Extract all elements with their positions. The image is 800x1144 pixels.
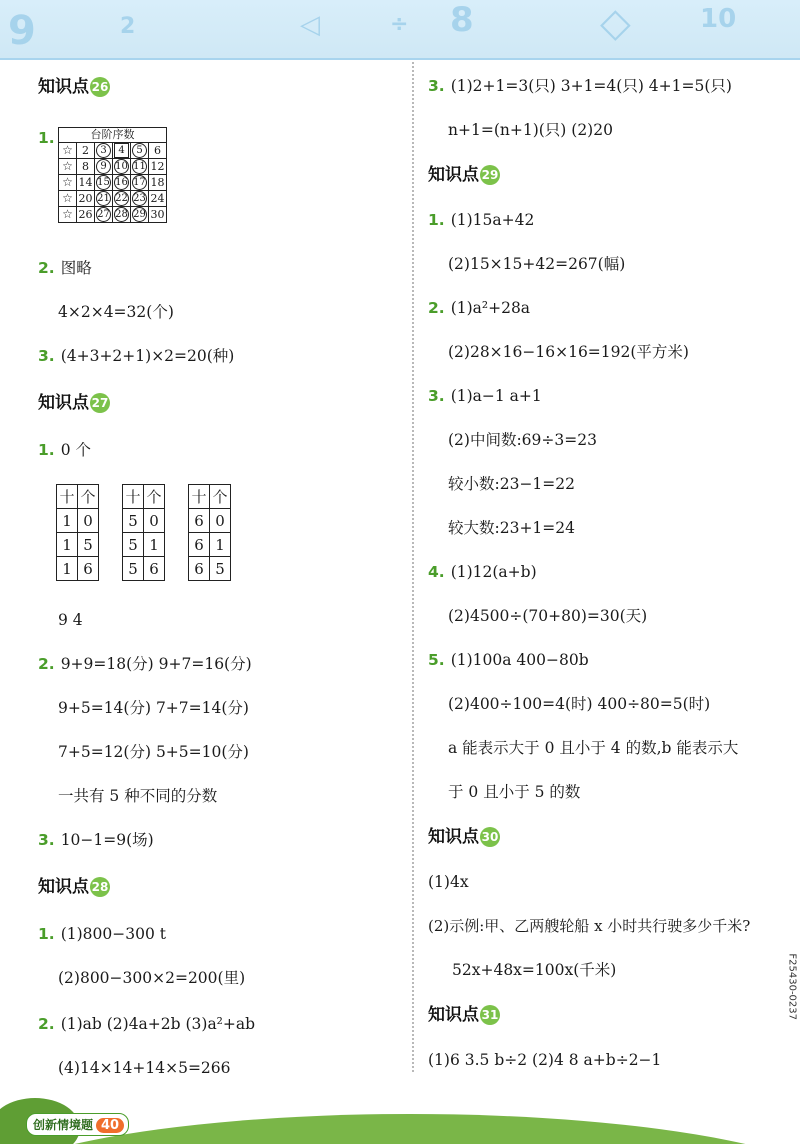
grid-cell (131, 159, 149, 175)
grid-cell (131, 175, 149, 191)
table-cell: 1 (57, 509, 78, 533)
place-value-table-2 (122, 484, 165, 581)
answer-text: (4+3+2+1)×2=20(种) (60, 347, 235, 365)
table-cell: 6 (189, 509, 210, 533)
section-badge: 27 (90, 393, 110, 413)
question-number: 3. (428, 77, 445, 95)
grid-cell (59, 159, 77, 175)
answer-text: (2)示例:甲、乙两艘轮船 x 小时共行驶多少千米? (428, 917, 751, 935)
answer-text: 一共有 5 种不同的分数 (58, 787, 218, 805)
grid-cell (59, 143, 77, 159)
grid-cell: 2 (77, 143, 95, 159)
table-cell: 1 (57, 533, 78, 557)
q27-1 (38, 440, 91, 460)
print-code: F25430-0237 (787, 953, 798, 1020)
section-label: 知识点 (38, 393, 89, 413)
answer-text: 0 个 (60, 441, 91, 459)
section-heading-31 (428, 1004, 500, 1026)
answer-text: a 能表示大于 0 且小于 4 的数,b 能表示大 (448, 739, 739, 757)
table-cell: 6 (189, 557, 210, 581)
table-cell: 6 (189, 533, 210, 557)
column-divider (412, 62, 414, 1072)
place-value-table-1 (56, 484, 99, 581)
grid-cell: 12 (150, 159, 165, 173)
answer-text: (2)400÷100=4(时) 400÷80=5(时) (448, 695, 711, 713)
circled-number: 23 (133, 193, 146, 204)
grid-cell (59, 191, 77, 207)
header-cell: 十 (189, 485, 210, 509)
grid-cell (113, 175, 131, 191)
brand-text: 创新情境题 (33, 1118, 94, 1132)
answer-text: 于 0 且小于 5 的数 (448, 783, 581, 801)
question-number: 1. (38, 441, 55, 459)
table-cell: 5 (123, 533, 144, 557)
grid-cell (113, 159, 131, 175)
decor-triangle-icon: ◁ (300, 10, 320, 40)
section-heading-27 (38, 392, 110, 414)
place-value-table-3 (188, 484, 231, 581)
answer-text: 52x+48x=100x(千米) (452, 961, 617, 979)
section-label: 知识点 (428, 827, 479, 847)
section-heading-30 (428, 826, 500, 848)
circled-number: 28 (115, 209, 128, 220)
grid-cell: 8 (77, 159, 95, 175)
grid-cell (131, 207, 149, 223)
q29-1 (428, 210, 534, 230)
answer-text: (1)a−1 a+1 (450, 387, 542, 405)
q26-3 (38, 346, 234, 366)
answer-text: (2)中间数:69÷3=23 (448, 431, 597, 449)
answer-text: 10−1=9(场) (60, 831, 154, 849)
question-number: 3. (38, 831, 55, 849)
grid-cell: 26 (78, 207, 93, 221)
grid-cell: 14 (78, 175, 93, 189)
question-number: 1. (428, 211, 445, 229)
decor-10: 10 (700, 4, 737, 34)
question-number: 2. (38, 655, 55, 673)
section-badge: 30 (480, 827, 500, 847)
answer-text: (1)ab (2)4a+2b (3)a²+ab (60, 1015, 256, 1033)
section-heading-28 (38, 876, 110, 898)
answer-text: (1)12(a+b) (450, 563, 537, 581)
decor-diamond-icon: ◇ (600, 0, 631, 46)
grid-cell (59, 175, 77, 191)
grid-cell (95, 143, 113, 159)
answer-text: 7+5=12(分) 5+5=10(分) (58, 743, 249, 761)
section-badge: 26 (90, 77, 110, 97)
grid-cell: 30 (150, 207, 165, 221)
star-icon: ☆ (62, 191, 73, 205)
circled-number: 11 (133, 161, 146, 172)
footer-hill (0, 1084, 800, 1144)
q29-3 (428, 386, 542, 406)
question-number: 2. (38, 1015, 55, 1033)
q28-2 (38, 1014, 255, 1034)
answer-text: (2)28×16−16×16=192(平方米) (448, 343, 689, 361)
q29-5 (428, 650, 589, 670)
brand-label (26, 1113, 129, 1136)
triangled-number: 4 (114, 143, 129, 158)
answer-text: 较大数:23+1=24 (448, 519, 576, 537)
grid-cell (95, 207, 113, 223)
circled-number: 3 (96, 143, 111, 158)
answer-text: 4×2×4=32(个) (58, 303, 174, 321)
question-number: 3. (38, 347, 55, 365)
grid-cell (59, 207, 77, 223)
grid-cell (131, 143, 149, 159)
q28-1 (38, 924, 166, 944)
section-label: 知识点 (38, 877, 89, 897)
answer-text: (1)800−300 t (60, 925, 166, 943)
circled-number: 27 (97, 209, 110, 220)
grid-cell (95, 191, 113, 207)
q26-2 (38, 258, 92, 278)
circled-number: 17 (133, 177, 146, 188)
grid-cell: 18 (150, 175, 165, 189)
answer-text: 图略 (60, 259, 92, 277)
page-number: 40 (96, 1118, 124, 1133)
circled-number: 15 (97, 177, 110, 188)
decor-9: 9 (8, 8, 36, 54)
answer-text: 9+5=14(分) 7+7=14(分) (58, 699, 249, 717)
circled-number: 10 (115, 161, 128, 172)
q29-2 (428, 298, 530, 318)
table-cell: 5 (123, 557, 144, 581)
grid-cell (113, 207, 131, 223)
table-cell: 6 (78, 557, 99, 581)
answer-text: (1)15a+42 (450, 211, 535, 229)
table-cell: 0 (78, 509, 99, 533)
answer-text: 9 4 (58, 611, 83, 629)
section-badge: 29 (480, 165, 500, 185)
table-cell: 5 (123, 509, 144, 533)
table-cell: 5 (78, 533, 99, 557)
question-number: 3. (428, 387, 445, 405)
top-banner (0, 0, 800, 60)
circled-number: 29 (133, 209, 146, 220)
grid-cell (95, 175, 113, 191)
star-icon: ☆ (62, 143, 73, 157)
header-cell: 十 (57, 485, 78, 509)
question-number: 4. (428, 563, 445, 581)
section-heading-29 (428, 164, 500, 186)
star-icon: ☆ (62, 207, 73, 221)
q27-2 (38, 654, 252, 674)
circled-number: 9 (96, 159, 111, 174)
q28-3 (428, 76, 732, 96)
header-cell: 个 (144, 485, 165, 509)
section-heading-26 (38, 76, 110, 98)
table-cell: 5 (210, 557, 231, 581)
circled-number: 16 (115, 177, 128, 188)
table-cell: 1 (144, 533, 165, 557)
circled-number: 22 (115, 193, 128, 204)
answer-text: (1)2+1=3(只) 3+1=4(只) 4+1=5(只) (450, 77, 732, 95)
section-label: 知识点 (428, 1005, 479, 1025)
table-cell: 0 (210, 509, 231, 533)
section-badge: 31 (480, 1005, 500, 1025)
circled-number: 21 (97, 193, 110, 204)
question-number: 5. (428, 651, 445, 669)
star-icon: ☆ (62, 159, 73, 173)
q27-3 (38, 830, 154, 850)
answer-text: (2)15×15+42=267(幅) (448, 255, 626, 273)
answer-text: (1)4x (428, 873, 469, 891)
answer-text: 较小数:23−1=22 (448, 475, 576, 493)
answer-text: (2)4500÷(70+80)=30(天) (448, 607, 648, 625)
answer-text: 9+9=18(分) 9+7=16(分) (60, 655, 252, 673)
grid-cell (95, 159, 113, 175)
answer-text: (1)100a 400−80b (450, 651, 589, 669)
grid-cell: 20 (78, 191, 93, 205)
grid-cell (131, 191, 149, 207)
decor-2: 2 (120, 14, 136, 39)
answer-text: (1)a²+28a (450, 299, 531, 317)
circled-number: 5 (132, 143, 147, 158)
section-label: 知识点 (38, 77, 89, 97)
table-cell: 1 (57, 557, 78, 581)
answer-text: (1)6 3.5 b÷2 (2)4 8 a+b÷2−1 (428, 1051, 662, 1069)
table-cell: 1 (210, 533, 231, 557)
decor-8: 8 (450, 0, 474, 40)
header-cell: 十 (123, 485, 144, 509)
grid-caption: 台阶序数 (59, 128, 167, 143)
question-number: 1. (38, 129, 55, 147)
grid-cell: 6 (149, 143, 167, 159)
step-grid (58, 127, 167, 223)
answer-text: n+1=(n+1)(只) (2)20 (448, 121, 613, 139)
q29-4 (428, 562, 537, 582)
question-number: 2. (38, 259, 55, 277)
header-cell: 个 (78, 485, 99, 509)
answer-text: (2)800−300×2=200(里) (58, 969, 246, 987)
table-cell: 6 (144, 557, 165, 581)
grid-cell (113, 191, 131, 207)
section-label: 知识点 (428, 165, 479, 185)
question-number: 2. (428, 299, 445, 317)
question-number: 1. (38, 925, 55, 943)
header-cell: 个 (210, 485, 231, 509)
section-badge: 28 (90, 877, 110, 897)
decor-divide-icon: ÷ (390, 12, 409, 37)
grid-cell (113, 143, 131, 159)
grid-cell: 24 (150, 191, 165, 205)
answer-text: (4)14×14+14×5=266 (58, 1059, 231, 1077)
star-icon: ☆ (62, 175, 73, 189)
table-cell: 0 (144, 509, 165, 533)
